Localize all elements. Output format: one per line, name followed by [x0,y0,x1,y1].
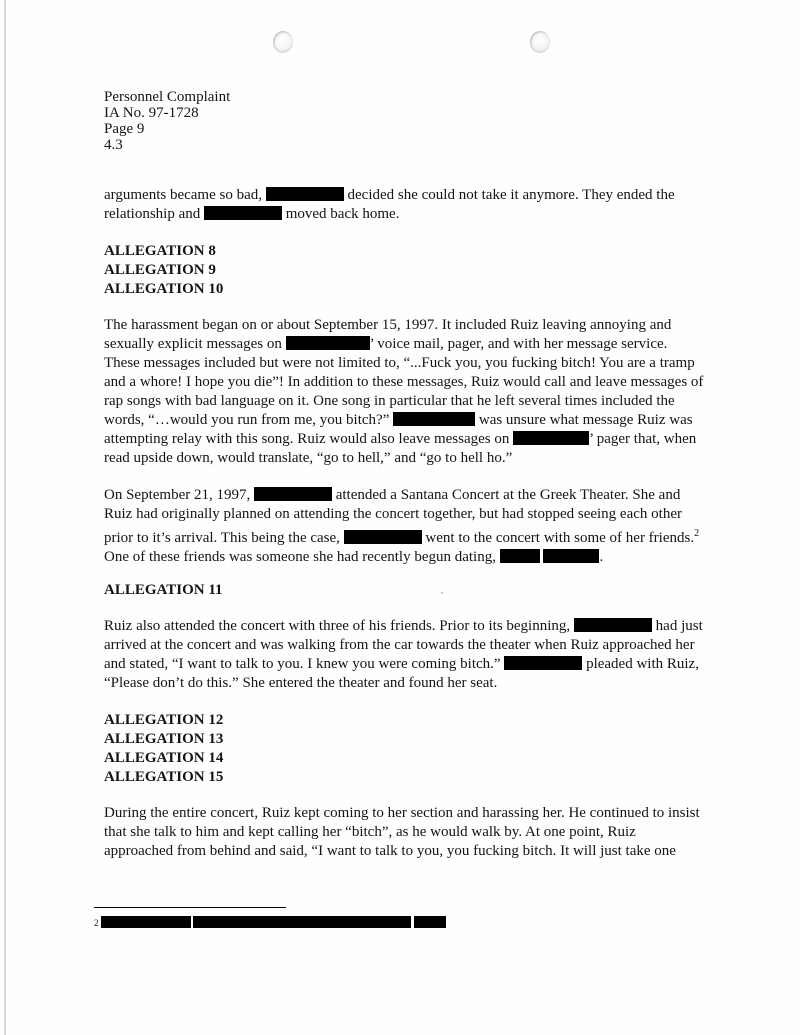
header-ia-number: IA No. 97-1728 [104,105,199,121]
paragraph-during-concert: During the entire concert, Ruiz kept coming to her section and harassing her. He continued to insist that she talk to him and kept calling her “bitch”, as he would walk by. At one point, Ruiz approached from behind and said, “I want to talk to you, you fucking bitch. It will just take one [104,805,700,859]
redaction-bar [243,916,411,928]
allegation-heading: ALLEGATION 15 [104,769,224,785]
allegation-heading: ALLEGATION 14 [104,750,224,766]
allegation-heading: ALLEGATION 8 [104,243,216,259]
paragraph-confrontation: Ruiz also attended the concert with three of his friends. Prior to its beginning, had just arrived at the concert and was walking from the car towards the theater when Ruiz approached her and stated, “I want to talk to you. I knew you were coming bitch.” pleaded with Ruiz, “Please don’t do this.” She entered the theater and found her seat. [104,618,703,691]
allegation-group-12-15 [104,711,704,787]
redaction-bar [101,916,191,928]
redaction-bar [500,549,540,563]
redaction-bar [254,487,332,501]
allegation-heading: ALLEGATION 9 [104,262,216,278]
allegation-group-11 [104,581,704,600]
redaction-bar [286,336,370,350]
allegation-heading: ALLEGATION 13 [104,731,224,747]
allegation-group-8-10 [104,242,704,299]
header-section: 4.3 [104,137,123,153]
document-body [104,186,704,861]
allegation-heading: ALLEGATION 11 [104,582,223,598]
allegation-heading: ALLEGATION 10 [104,281,224,297]
paragraph-relationship-end: arguments became so bad, decided she could not take it anymore. They ended the relationship and moved back home. [104,187,675,222]
redaction-bar [574,618,652,632]
paragraph-concert: On September 21, 1997, attended a Santana Concert at the Greek Theater. She and Ruiz had originally planned on attending the concert together, but had stopped seeing each other prior to it’s arrival. This being the case, went to the concert with some of her friends.$^2$ One of these friends was someone she had recently begun dating, . [104,487,700,565]
redaction-bar [266,187,344,201]
footnote-divider [94,907,286,908]
header-page-number: Page 9 [104,121,145,137]
document-header [104,89,230,153]
footnote-number: 2 [94,918,99,928]
redaction-bar [543,549,599,563]
redaction-bar [414,916,446,928]
redaction-bar [393,412,475,426]
redaction-bar [204,206,282,220]
allegation-heading: ALLEGATION 12 [104,712,224,728]
footnote [94,916,446,931]
header-title: Personnel Complaint [104,89,231,105]
punch-hole-left [273,31,293,53]
redaction-bar [344,530,422,544]
footnote-reference: 2 [694,528,700,539]
redaction-bar [504,656,582,670]
redaction-bar [193,916,243,928]
punch-hole-right [530,31,550,53]
paragraph-harassment: The harassment began on or about September 15, 1997. It included Ruiz leaving annoying and sexually explicit messages on ’ voice mail, pager, and with her message service. These messages included but were not limited to, “...Fuck you, you fucking bitch! You are a tramp and a whore! I hope you die”! In addition to these messages, Ruiz would call and leave messages of rap songs with bad language on it. One song in particular that he left several times included the words, “…would you run from me, you bitch?” was unsure what message Ruiz was attempting relay with this song. Ruiz would also leave messages on ’ pager that, when read upside down, would translate, “go to hell,” and “go to hell ho.” [104,317,704,466]
redaction-bar [513,431,589,445]
page-edge-shadow [4,0,6,1035]
